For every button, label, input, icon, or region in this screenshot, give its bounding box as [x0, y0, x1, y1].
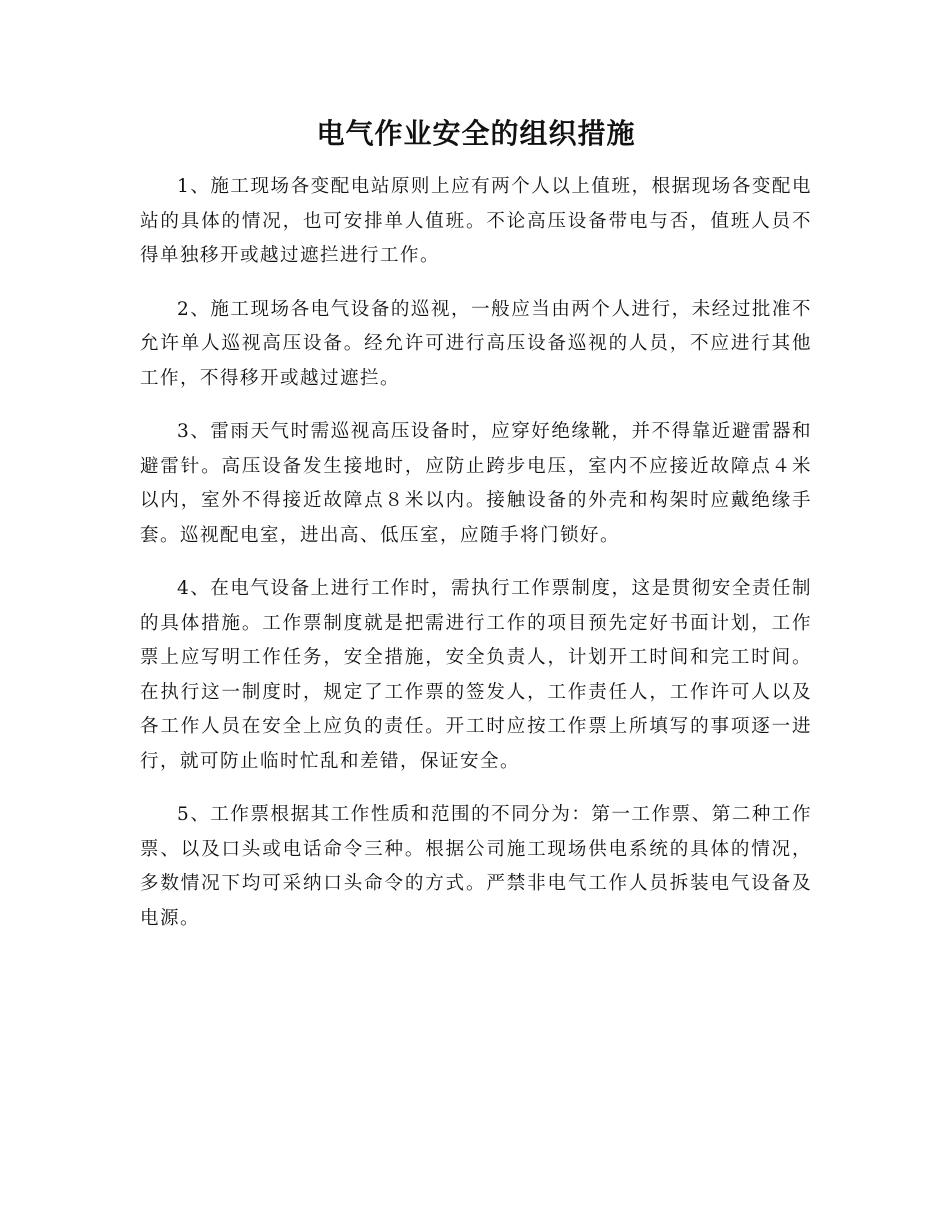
paragraph-3: 3、雷雨天气时需巡视高压设备时，应穿好绝缘靴，并不得靠近避雷器和避雷针。高压设备发生接地时，应防止跨步电压，室内不应接近故障点４米以内，室外不得接近故障点８米以内。接触设备的外壳和构架时应戴绝缘手套。巡视配电室，进出高、低压室，应随手将门锁好。	[140, 421, 812, 546]
paragraph-5: 5、工作票根据其工作性质和范围的不同分为：第一工作票、第二种工作票、以及口头或电话命令三种。根据公司施工现场供电系统的具体的情况，多数情况下均可采纳口头命令的方式。严禁非电气工作人员拆装电气设备及电源。	[140, 804, 812, 929]
paragraph-2: 2、施工现场各电气设备的巡视，一般应当由两个人进行，未经过批准不允许单人巡视高压设备。经允许可进行高压设备巡视的人员，不应进行其他工作，不得移开或越过遮拦。	[140, 298, 812, 389]
document-page	[140, 110, 812, 955]
document-title: 电气作业安全的组织措施	[316, 117, 636, 150]
paragraph-4: 4、在电气设备上进行工作时，需执行工作票制度，这是贯彻安全责任制的具体措施。工作票制度就是把需进行工作的项目预先定好书面计划，工作票上应写明工作任务，安全措施，安全负责人，计划开工时间和完工时间。在执行这一制度时，规定了工作票的签发人，工作责任人，工作许可人以及各工作人员在安全上应负的责任。开工时应按工作票上所填写的事项逐一进行，就可防止临时忙乱和差错，保证安全。	[140, 578, 812, 772]
paragraph-1: 1、施工现场各变配电站原则上应有两个人以上值班，根据现场各变配电站的具体的情况，也可安排单人值班。不论高压设备带电与否，值班人员不得单独移开或越过遮拦进行工作。	[140, 176, 812, 266]
